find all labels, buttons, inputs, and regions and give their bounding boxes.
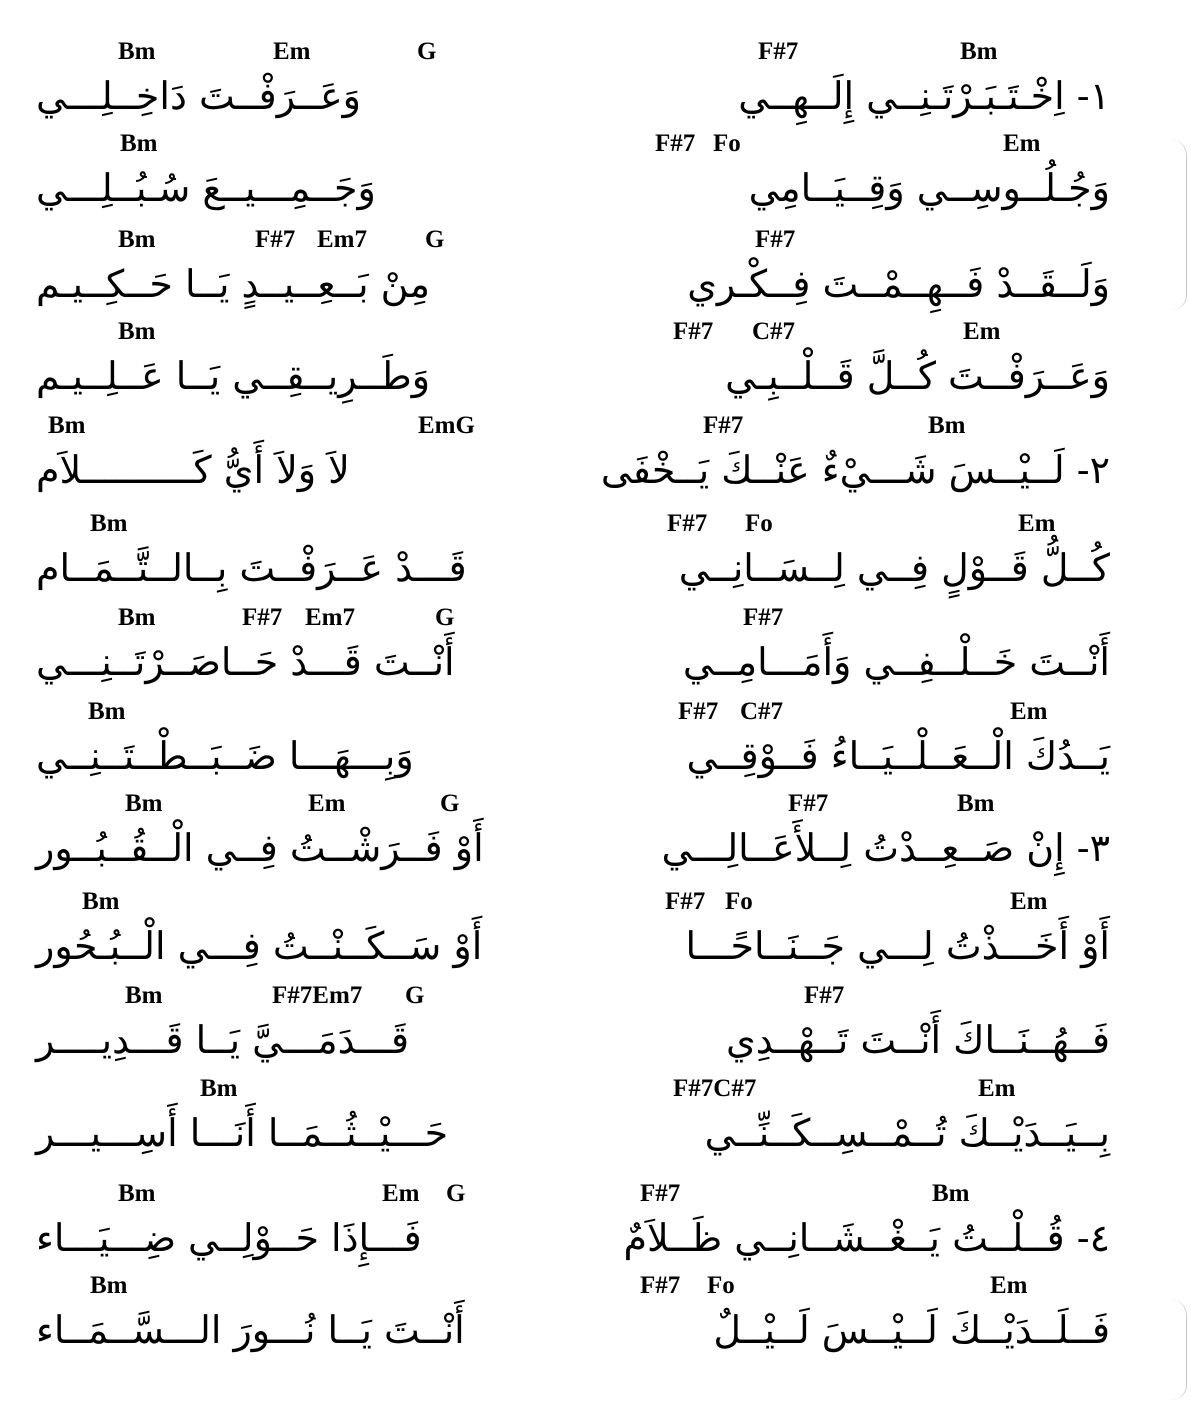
chord-label: Bm [90, 510, 128, 537]
lyric-line-left: وَبِـــهَـــا ضَــبَــطْــتَــنِــي [36, 734, 414, 778]
chord-label: G [417, 38, 437, 65]
lyric-line-left: لاَ وَلاَ أَيُّ كَــــــــــلاَم [36, 448, 350, 492]
lyric-line-right: ٣- إِنْ صَــعِــدْتُ لِــلأَعَــالِـــي [661, 826, 1110, 870]
chord-label: G [440, 790, 460, 817]
chord-label: Bm [118, 604, 156, 631]
chord-label: Bm [82, 888, 120, 915]
lyric-line-left: وَعَــرَفْــتَ دَاخِــلِـــي [36, 74, 361, 118]
chord-label: G [435, 604, 455, 631]
chord-label: F#7 [667, 510, 708, 537]
chord-label: C#7 [740, 698, 784, 725]
lyric-line-left: أَوْ فَــرَشْــتُ فِــي الْــقُــبُــور [36, 826, 484, 870]
chord-label: G [446, 1180, 466, 1207]
lyric-line-right: فَــهُــنَــاكَ أَنْــتَ تَــهْــدِي [725, 1018, 1110, 1062]
chord-label: F#7 [743, 604, 784, 631]
chord-label: Bm [118, 318, 156, 345]
lyric-line-left: قَـــدْ عَــرَفْــتَ بِــالــتَّــمَــام [36, 546, 467, 590]
chord-label: Bm [118, 38, 156, 65]
lyric-line-left: أَنْــتَ يَــا نُـــورَ الـــسَّــمَــاء [36, 1308, 465, 1352]
lyric-line-right: بِــيَــدَيْــكَ تُــمْــسِــكَــنِّــي [704, 1111, 1110, 1155]
lyric-line-left: وَطَــرِيــقِــي يَــا عَــلِــيـم [36, 354, 431, 398]
lyric-line-left: قَـــدَمَـــيَّ يَــا قَـــدِيــــر [36, 1018, 410, 1062]
chord-label: G [425, 226, 445, 253]
chord-label: Em [273, 38, 311, 65]
lyric-line-left: مِنْ بَــعِــيــدٍ يَــا حَــكِــيـم [36, 262, 430, 306]
chord-label: Bm [200, 1075, 238, 1102]
chord-label: F#7 [640, 1180, 681, 1207]
chord-label: Bm [957, 790, 995, 817]
lyric-line-right: ٤- قُــلْــتُ يَــغْــشَــانِــي ظَــلاَمٌ [623, 1216, 1110, 1260]
chord-label: Bm [48, 412, 86, 439]
chord-label: Bm [118, 226, 156, 253]
lyric-line-right: وَجُـلُــوسِــي وَقِــيَــامِي [748, 166, 1110, 210]
chord-label: F#7 [673, 318, 714, 345]
chord-label: Fo [713, 130, 741, 157]
lyric-line-right: وَلَــقَــدْ فَــهِــمْــتَ فِــكْـري [687, 262, 1110, 306]
chord-label: F#7 [703, 412, 744, 439]
lyric-line-right: ٢- لَــيْــسَ شَـــيْءٌ عَنْــكَ يَــخْفَى [600, 448, 1110, 492]
chord-label: Bm [125, 982, 163, 1009]
lyric-line-right: فَــلَــدَيْــكَ لَــيْــسَ لَــيْــلٌ [713, 1308, 1110, 1352]
chord-label: F#7 [788, 790, 829, 817]
lyric-line-right: أَنْــتَ خَــلْــفِــي وَأَمَـــامِــي [682, 640, 1110, 684]
chord-label: F#7C#7 [673, 1075, 757, 1102]
chord-label: Bm [88, 698, 126, 725]
chord-label: Bm [120, 130, 158, 157]
chord-label: F#7 [655, 130, 696, 157]
chord-label: F#7Em7 [272, 982, 363, 1009]
chord-label: Fo [707, 1272, 735, 1299]
chord-label: F#7 [255, 226, 296, 253]
chord-label: Em7 [317, 226, 367, 253]
lyric-line-right: وَعَــرَفْــتَ كُــلَّ قَــلْــبِـي [725, 354, 1110, 398]
chord-label: Em [1003, 130, 1041, 157]
page-edge-shadow [1172, 140, 1187, 310]
chord-label: Bm [928, 412, 966, 439]
chord-label: Em [1010, 888, 1048, 915]
chord-label: Bm [960, 38, 998, 65]
lyric-line-right: كُــلُّ قَــوْلٍ فِــي لِــسَــانِــي [678, 546, 1110, 590]
chord-label: Em [1018, 510, 1056, 537]
chord-label: Em7 [305, 604, 355, 631]
chord-label: Em [978, 1075, 1016, 1102]
chord-label: Em [1010, 698, 1048, 725]
lyric-line-left: أَنْــتَ قَـــدْ حَــاصَــرْتَــنِـــي [36, 640, 455, 684]
lyric-line-right: يَــدُكَ الْــعَــلْــيَــاءُ فَــوْقِــي [686, 734, 1110, 778]
chord-label: G [405, 982, 425, 1009]
lyric-line-left: وَجَــمِـــيــعَ سُـبُــلِـــي [36, 166, 376, 210]
chord-label: Bm [90, 1272, 128, 1299]
chord-label: Em [990, 1272, 1028, 1299]
chord-label: Fo [745, 510, 773, 537]
lyric-line-left: فَـــإِذَا حَــوْلِــي ضِـــيَـــاء [36, 1216, 422, 1260]
chord-label: F#7 [665, 888, 706, 915]
lyric-line-left: حَـــيْــثُــمَــا أَنَـــا أَسِـــيـــر [36, 1111, 449, 1155]
chord-label: F#7 [755, 226, 796, 253]
lyric-line-left: أَوْ سَــكَــنْــتُ فِـــي الْــبُـحُور [36, 924, 483, 968]
lyric-line-right: أَوْ أَخَـــذْتُ لِـــي جَــنَــاحًـــا [685, 924, 1110, 968]
chord-label: Bm [932, 1180, 970, 1207]
chord-label: F#7 [804, 982, 845, 1009]
chord-label: F#7 [242, 604, 283, 631]
chord-label: F#7 [758, 38, 799, 65]
chord-label: Em [308, 790, 346, 817]
lyric-line-right: ١- اِخْـتَـبَـرْتَـنِــي إِلَــهِــي [738, 74, 1110, 118]
chord-label: Em [963, 318, 1001, 345]
page-edge-shadow [1172, 1300, 1187, 1400]
chord-label: EmG [418, 412, 475, 439]
chord-label: Bm [125, 790, 163, 817]
chord-label: F#7 [640, 1272, 681, 1299]
chord-label: Bm [118, 1180, 156, 1207]
chord-label: F#7 [678, 698, 719, 725]
chord-label: Fo [725, 888, 753, 915]
chord-label: C#7 [752, 318, 796, 345]
chord-label: Em [382, 1180, 420, 1207]
